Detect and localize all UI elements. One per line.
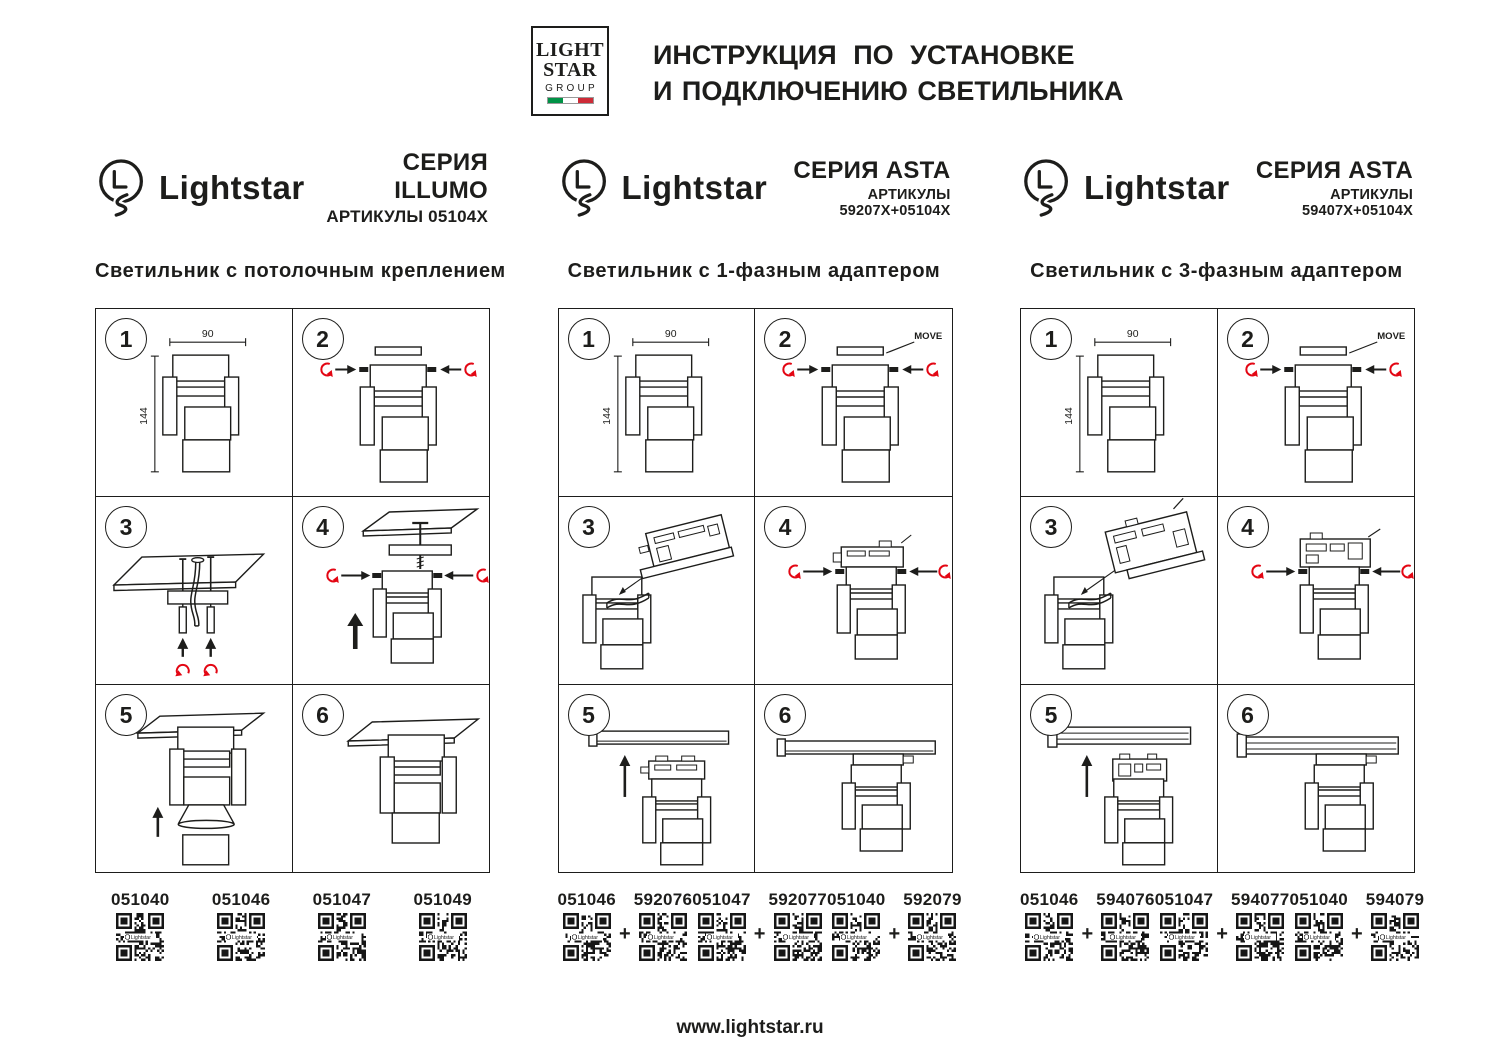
qr-item (111, 890, 170, 961)
qr-code-image (1025, 913, 1073, 961)
brand-wordmark: Lightstar (1084, 169, 1230, 206)
article-number: 051040 (111, 890, 170, 909)
svg-text:Lightstar: Lightstar (712, 935, 733, 942)
plus-sign: + (1081, 923, 1094, 945)
qr-item (558, 890, 617, 961)
lightstar-logo (1020, 157, 1230, 219)
step-cell-4 (1218, 497, 1415, 685)
title-line-2: И ПОДКЛЮЧЕНИЮ СВЕТИЛЬНИКА (653, 75, 1124, 106)
step-cell-1 (96, 309, 293, 497)
qr-pair (692, 890, 827, 961)
masthead (531, 26, 1123, 116)
qr-row (1020, 890, 1425, 961)
steps-grid (95, 308, 490, 873)
qr-code-image (774, 913, 822, 961)
article-number: 051046 (211, 890, 271, 909)
step-number: 2 (302, 318, 344, 360)
svg-text:Lightstar: Lightstar (847, 935, 868, 942)
series-title: СЕРИЯ ASTA (793, 157, 951, 184)
step-number: 5 (568, 694, 610, 736)
lightstar-logo (558, 157, 768, 219)
article-number: 594077 (1230, 890, 1290, 909)
qr-row (557, 890, 962, 961)
step-cell-5 (96, 685, 293, 872)
step-number: 4 (1227, 506, 1269, 548)
plus-sign: + (1216, 923, 1228, 945)
qr-item (313, 890, 372, 961)
qr-code-image (1101, 913, 1149, 961)
step-number: 5 (1030, 694, 1072, 736)
columns (95, 148, 1425, 961)
qr-item (1020, 890, 1079, 961)
qr-item (634, 890, 693, 961)
qr-item (903, 890, 962, 961)
qr-code-image (832, 913, 880, 961)
step-number: 4 (764, 506, 806, 548)
svg-text:MOVE: MOVE (914, 331, 943, 342)
svg-text:Lightstar: Lightstar (1385, 935, 1406, 942)
step-cell-4 (755, 497, 952, 685)
step-cell-3 (96, 497, 293, 685)
qr-item (768, 890, 827, 961)
svg-text:Lightstar: Lightstar (577, 935, 598, 942)
brand-wordmark: Lightstar (621, 169, 768, 206)
qr-pair (558, 890, 693, 961)
article-number: 051047 (312, 890, 372, 909)
steps-grid (558, 308, 953, 873)
qr-code-image (563, 913, 611, 961)
series-info (1230, 157, 1413, 219)
step-cell-4 (293, 497, 490, 685)
plus-sign: + (888, 923, 901, 945)
step-number: 1 (568, 318, 610, 360)
qr-code-image (1371, 913, 1419, 961)
website-url: www.lightstar.ru (676, 1017, 824, 1038)
column-subtitle: Светильник с 3-фазным адаптером (1030, 260, 1403, 282)
article-number: 051040 (1289, 890, 1349, 909)
svg-text:Lightstar: Lightstar (131, 935, 152, 942)
step-cell-5 (1021, 685, 1218, 872)
svg-text:Lightstar: Lightstar (923, 935, 944, 942)
svg-text:Lightstar: Lightstar (433, 935, 454, 942)
step-cell-6 (1218, 685, 1415, 872)
step-number: 1 (1030, 318, 1072, 360)
column-header (95, 148, 488, 228)
brand-wordmark: Lightstar (159, 169, 305, 206)
qr-code-image (318, 913, 366, 961)
series-info (305, 149, 488, 227)
step-cell-2 (1218, 309, 1415, 497)
article-number: 051047 (1154, 890, 1214, 909)
qr-pair (1155, 890, 1290, 961)
svg-text:Lightstar: Lightstar (231, 935, 253, 942)
bulb-icon (95, 157, 151, 219)
svg-text:Lightstar: Lightstar (1174, 935, 1196, 942)
svg-text:144: 144 (601, 407, 613, 425)
qr-pair (1020, 890, 1155, 961)
qr-code-image (639, 913, 687, 961)
step-number: 5 (105, 694, 147, 736)
qr-item (1366, 890, 1425, 961)
column-asta-1phase (557, 148, 962, 961)
bulb-icon (1020, 157, 1076, 219)
qr-item (827, 890, 886, 961)
title-line-1: ИНСТРУКЦИЯ ПО УСТАНОВКЕ (653, 40, 1075, 70)
qr-item (1096, 890, 1155, 961)
article-number: 594079 (1365, 890, 1425, 909)
svg-text:144: 144 (138, 407, 150, 425)
svg-text:90: 90 (201, 329, 214, 341)
steps-grid (1020, 308, 1415, 873)
article-number: 051046 (1020, 890, 1079, 909)
qr-code-image (217, 913, 265, 961)
qr-item (1231, 890, 1290, 961)
logo-line-star: STAR (543, 58, 597, 81)
step-cell-5 (559, 685, 756, 872)
step-cell-3 (559, 497, 756, 685)
svg-text:Lightstar: Lightstar (1309, 935, 1330, 942)
series-articles: АРТИКУЛЫ 59207X+05104X (839, 187, 951, 219)
qr-code-image (419, 913, 467, 961)
series-info (767, 157, 950, 219)
logo-line-group: GROUP (545, 82, 598, 94)
step-number: 3 (105, 506, 147, 548)
column-header (1020, 148, 1413, 228)
step-cell-3 (1021, 497, 1218, 685)
qr-pair (827, 890, 962, 961)
step-number: 2 (1227, 318, 1269, 360)
plus-sign: + (619, 923, 631, 945)
logo-line-light: LIGHT (535, 38, 605, 61)
qr-item (1155, 890, 1214, 961)
column-illumo (95, 148, 506, 961)
series-title: СЕРИЯ ILLUMO (394, 149, 488, 204)
qr-code-image (116, 913, 164, 961)
bulb-icon (558, 157, 614, 219)
qr-code-image (908, 913, 956, 961)
plus-sign: + (1351, 923, 1363, 945)
lightstar-group-logo (531, 26, 609, 116)
qr-code-image (1236, 913, 1284, 961)
svg-text:Lightstar: Lightstar (788, 935, 809, 942)
article-number: 051049 (413, 890, 472, 909)
step-cell-1 (559, 309, 756, 497)
step-number: 6 (764, 694, 806, 736)
step-cell-6 (755, 685, 952, 872)
article-number: 592079 (903, 890, 962, 909)
series-articles: АРТИКУЛЫ 05104X (326, 207, 488, 226)
svg-text:MOVE: MOVE (1376, 331, 1405, 342)
column-subtitle: Светильник с 1-фазным адаптером (567, 260, 941, 282)
svg-text:Lightstar: Lightstar (1040, 935, 1061, 942)
svg-text:Lightstar: Lightstar (1251, 935, 1272, 942)
qr-item (692, 890, 751, 961)
article-number: 592077 (768, 890, 827, 909)
column-subtitle: Светильник с потолочным креплением (95, 260, 506, 282)
step-number: 6 (1227, 694, 1269, 736)
italian-flag-bar (548, 98, 593, 103)
column-header (558, 148, 951, 228)
step-number: 3 (1030, 506, 1072, 548)
svg-text:Lightstar: Lightstar (1116, 935, 1137, 942)
step-cell-6 (293, 685, 490, 872)
series-title: СЕРИЯ ASTA (1255, 157, 1413, 184)
svg-text:Lightstar: Lightstar (332, 935, 353, 942)
column-asta-3phase (1020, 148, 1425, 961)
article-number: 592076 (633, 890, 693, 909)
step-number: 3 (568, 506, 610, 548)
svg-text:Lightstar: Lightstar (653, 935, 674, 942)
step-cell-1 (1021, 309, 1218, 497)
svg-text:90: 90 (1126, 329, 1139, 341)
qr-item (212, 890, 271, 961)
plus-sign: + (753, 923, 766, 945)
article-number: 051046 (557, 890, 617, 909)
article-number: 051040 (827, 890, 886, 909)
qr-code-image (1160, 913, 1208, 961)
article-number: 051047 (692, 890, 751, 909)
qr-item (1290, 890, 1349, 961)
article-number: 594076 (1096, 890, 1155, 909)
svg-text:90: 90 (664, 329, 677, 341)
series-articles: АРТИКУЛЫ 59407X+05104X (1301, 187, 1413, 219)
lightstar-logo (95, 157, 305, 219)
qr-row (95, 890, 488, 961)
qr-code-image (1295, 913, 1343, 961)
svg-text:144: 144 (1063, 407, 1075, 425)
step-cell-2 (755, 309, 952, 497)
step-number: 2 (764, 318, 806, 360)
step-number: 1 (105, 318, 147, 360)
page-title (653, 26, 1123, 109)
qr-pair (1290, 890, 1425, 961)
step-number: 4 (302, 506, 344, 548)
step-number: 6 (302, 694, 344, 736)
qr-item (413, 890, 472, 961)
qr-code-image (698, 913, 746, 961)
step-cell-2 (293, 309, 490, 497)
